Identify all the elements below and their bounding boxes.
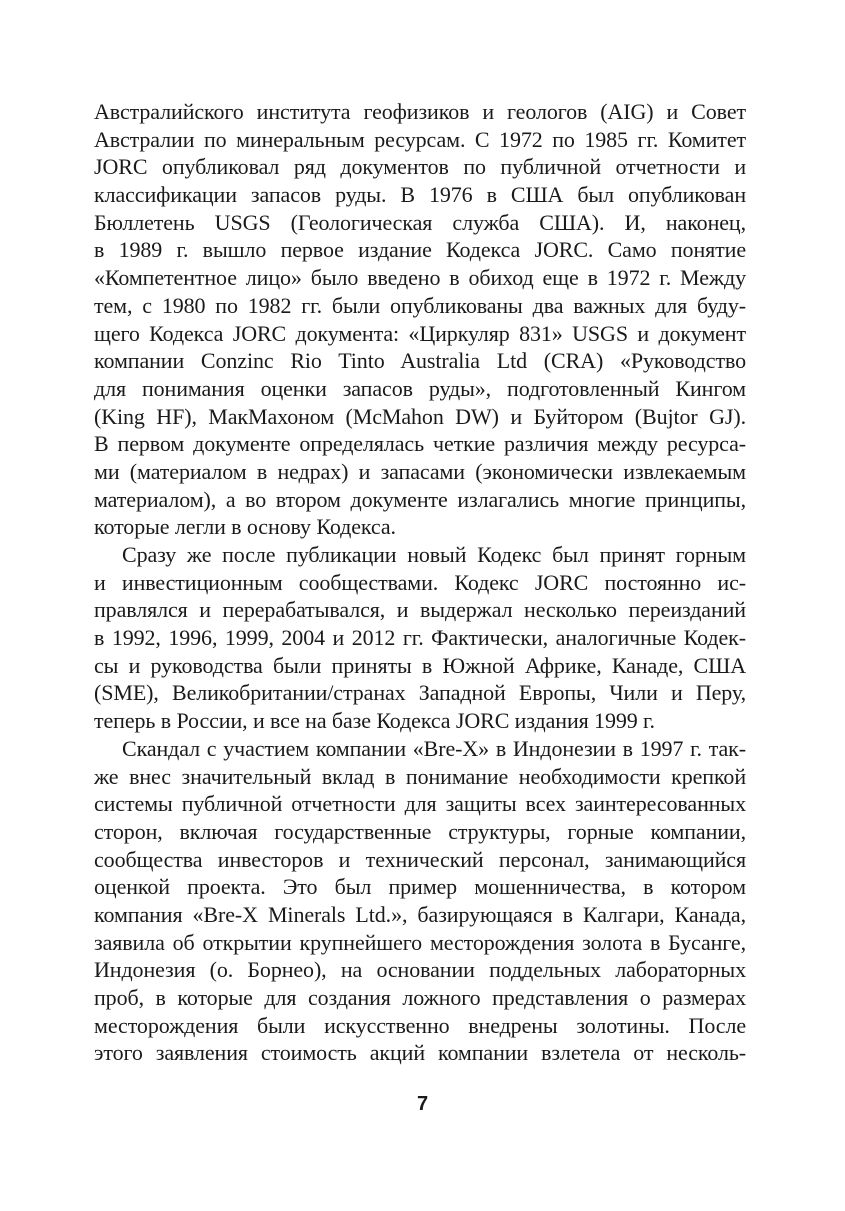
paragraph-1 xyxy=(94,98,746,541)
paragraph-3 xyxy=(94,735,746,1067)
text-line: правлялся и перерабатывался, и выдержал несколько переизданий xyxy=(94,597,746,623)
text-line: классификации запасов руды. В 1976 в США был опубликован xyxy=(94,182,746,208)
text-line: Бюллетень USGS (Геологическая служба США). И, наконец, xyxy=(94,209,746,235)
text-line: для понимания оценки запасов руды», подготовленный Кингом xyxy=(94,375,746,401)
text-line: в 1992, 1996, 1999, 2004 и 2012 гг. Фактически, аналогичные Кодек- xyxy=(94,625,746,651)
text-line: ми (материалом в недрах) и запасами (экономически извлекаемым xyxy=(94,458,746,484)
text-line: компании Conzinc Rio Tinto Australia Ltd (CRA) «Руководство xyxy=(94,348,746,374)
text-line: В первом документе определялась четкие различия между ресурса- xyxy=(94,431,746,457)
text-line: системы публичной отчетности для защиты всех заинтересованных xyxy=(94,791,746,817)
text-line: (King HF), МакМахоном (McMahon DW) и Буйтором (Bujtor GJ). xyxy=(94,403,746,429)
text-line: «Компетентное лицо» было введено в обиход еще в 1972 г. Между xyxy=(94,265,746,291)
text-line: Скандал с участием компании «Bre-X» в Индонезии в 1997 г. так- xyxy=(122,735,746,761)
text-line: этого заявления стоимость акций компании взлетела от несколь- xyxy=(94,1040,746,1066)
text-line: Австралийского института геофизиков и геологов (AIG) и Совет xyxy=(94,99,746,124)
text-line: и инвестиционным сообществами. Кодекс JORC постоянно ис- xyxy=(94,569,746,595)
text-line: же внес значительный вклад в понимание необходимости крепкой xyxy=(94,763,746,789)
text-line: сообщества инвесторов и технический персонал, занимающийся xyxy=(94,846,746,872)
page-body xyxy=(94,98,746,1067)
text-line: сторон, включая государственные структуры, горные компании, xyxy=(94,818,746,844)
text-line: заявила об открытии крупнейшего месторождения золота в Бусанге, xyxy=(94,929,746,955)
text-line: JORC опубликовал ряд документов по публичной отчетности и xyxy=(94,154,746,180)
text-line: оценкой проекта. Это был пример мошенничества, в котором xyxy=(94,874,746,900)
text-line: компания «Bre-X Minerals Ltd.», базирующаяся в Калгари, Канада, xyxy=(94,901,746,927)
text-line: проб, в которые для создания ложного представления о размерах xyxy=(94,985,746,1010)
text-line: щего Кодекса JORC документа: «Циркуляр 831» USGS и документ xyxy=(94,320,746,346)
text-line: месторождения были искусственно внедрены золотины. После xyxy=(94,1012,746,1038)
text-line: (SME), Великобритании/странах Западной Европы, Чили и Перу, xyxy=(94,680,746,706)
text-line: Сразу же после публикации новый Кодекс был принят горным xyxy=(122,542,746,567)
text-line: теперь в России, и все на базе Кодекса JORC издания 1999 г. xyxy=(94,708,655,734)
text-line: Австралии по минеральным ресурсам. С 1972 по 1985 гг. Комитет xyxy=(94,126,746,152)
text-line: материалом), а во втором документе излагались многие принципы, xyxy=(94,486,746,512)
paragraph-2 xyxy=(94,541,746,735)
page-number: 7 xyxy=(416,1093,429,1115)
text-line: которые легли в основу Кодекса. xyxy=(94,514,396,540)
text-line: тем, с 1980 по 1982 гг. были опубликованы два важных для буду- xyxy=(94,292,746,318)
text-line: в 1989 г. вышло первое издание Кодекса JORC. Само понятие xyxy=(94,237,746,263)
text-line: Индонезия (о. Борнео), на основании поддельных лабораторных xyxy=(94,957,746,983)
text-line: сы и руководства были приняты в Южной Африке, Канаде, США xyxy=(94,652,746,678)
